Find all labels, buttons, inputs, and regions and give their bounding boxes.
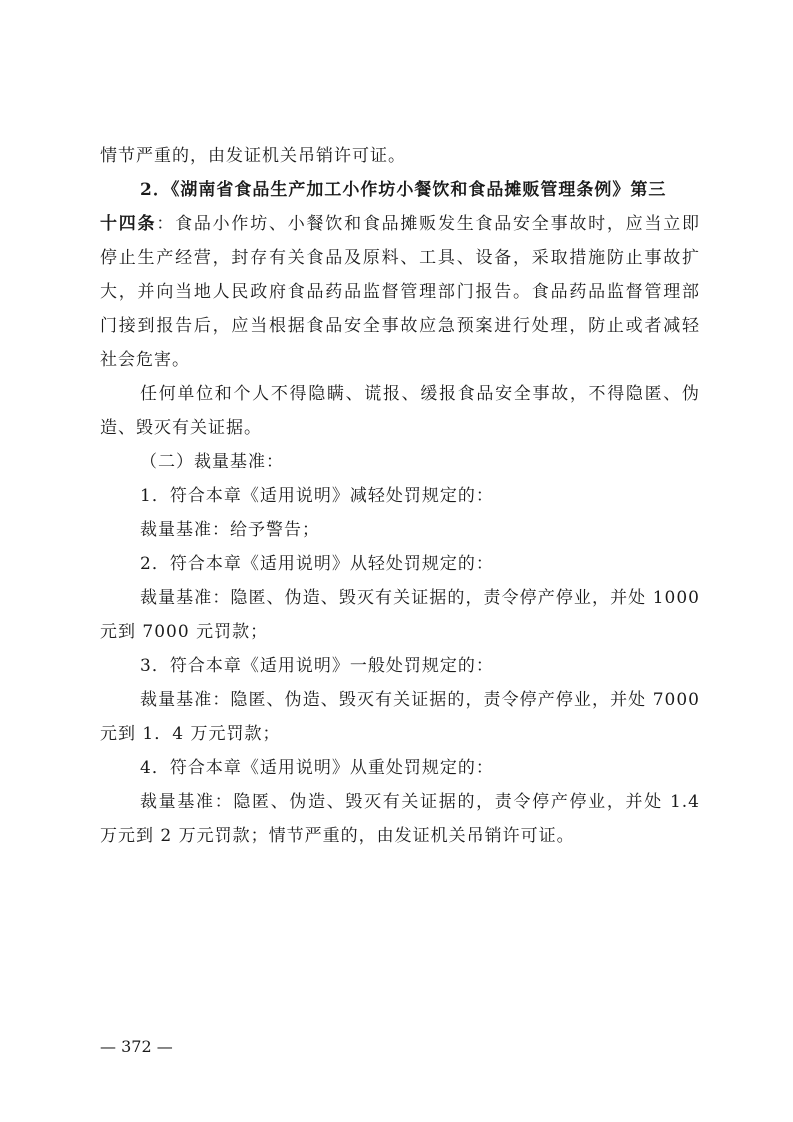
paragraph-line: 停止生产经营，封存有关食品及原料、工具、设备，采取措施防止事故扩 (100, 248, 700, 268)
criterion-line: 裁量基准：隐匿、伪造、毁灭有关证据的，责令停产停业，并处 7000 (140, 690, 700, 710)
list-item: 1．符合本章《适用说明》减轻处罚规定的： (140, 486, 494, 506)
list-item: 2．符合本章《适用说明》从轻处罚规定的： (140, 554, 494, 574)
criterion-line: 元到 7000 元罚款； (100, 622, 269, 642)
paragraph-line: 造、毁灭有关证据。 (100, 418, 262, 438)
article-text: ：食品小作坊、小餐饮和食品摊贩发生食品安全事故时，应当立即 (156, 214, 700, 234)
criterion-line: 裁量基准：隐匿、伪造、毁灭有关证据的，责令停产停业，并处 1000 (140, 588, 700, 608)
criterion-line: 元到 1．4 万元罚款； (100, 724, 281, 744)
article-number: 十四条 (100, 214, 157, 234)
criterion-line: 裁量基准：隐匿、伪造、毁灭有关证据的，责令停产停业，并处 1.4 (140, 792, 700, 812)
regulation-article-line (100, 214, 700, 234)
regulation-heading-line: 2．《湖南省食品生产加工小作坊小餐饮和食品摊贩管理条例》第三 (140, 180, 667, 200)
list-item: 4．符合本章《适用说明》从重处罚规定的： (140, 758, 494, 778)
paragraph-line: 情节严重的，由发证机关吊销许可证。 (100, 146, 406, 166)
criterion-line: 万元到 2 万元罚款；情节严重的，由发证机关吊销许可证。 (100, 826, 575, 846)
section-heading: （二）裁量基准： (140, 452, 284, 472)
paragraph-line: 社会危害。 (100, 350, 190, 370)
list-item: 3．符合本章《适用说明》一般处罚规定的： (140, 656, 494, 676)
paragraph-line: 门接到报告后，应当根据食品安全事故应急预案进行处理，防止或者减轻 (100, 316, 700, 336)
page-number: — 372 — (100, 1037, 173, 1056)
criterion-line: 裁量基准：给予警告； (140, 520, 320, 540)
paragraph-line: 任何单位和个人不得隐瞒、谎报、缓报食品安全事故，不得隐匿、伪 (140, 384, 700, 404)
paragraph-line: 大，并向当地人民政府食品药品监督管理部门报告。食品药品监督管理部 (100, 282, 700, 302)
